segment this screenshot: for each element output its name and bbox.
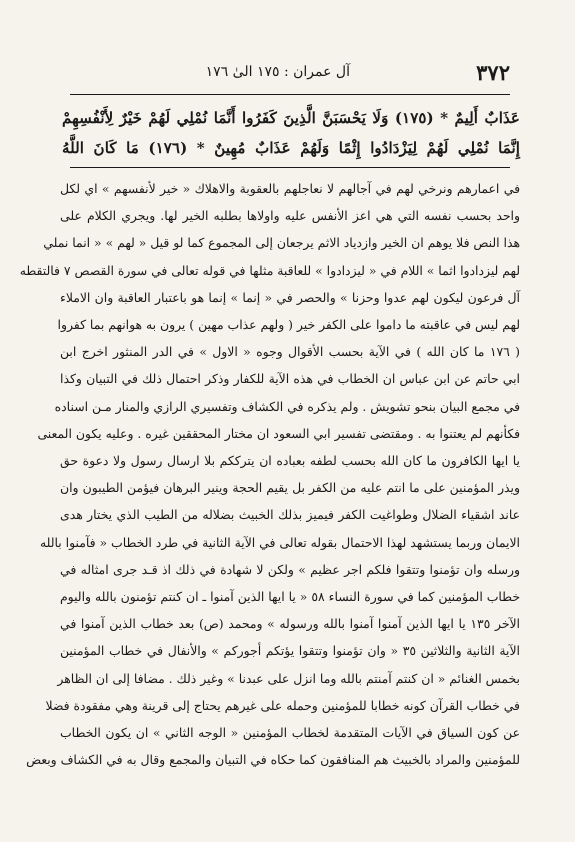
commentary-line: ابي حاتم عن ابن عباس ان الخطاب في هذه الآية للكفار وذكر احتمال ذلك في التبيان وكذا [60,371,520,387]
verse-line: إِنَّمَا نُمْلِي لَهُمْ لِيَزْدَادُوا إِثْمًا وَلَهُمْ عَذَابٌ مُهِينٌ * (١٧٦) مَا كَانَ اللَّهُ [62,139,520,157]
commentary-line: الآخر ١٣٥ يا ايها الذين آمنوا آمنوا بالله ورسوله » ومحمد (ص) بعد خطاب الذين آمنوا في [60,616,520,632]
commentary-line: خطاب المؤمنين كما في سورة النساء ٥٨ « يا ايها الذين آمنوا ـ ان كنتم تؤمنون بالله واليوم [60,589,520,605]
commentary-line: فكأنهم لم يعتنوا به . ومقتضى تفسير ابي السعود ان مختار المحققين غيره . وعليه يكون المعنى [37,425,520,441]
header-rule [70,94,510,95]
commentary-line: الآية الثانية والثلاثين ٣٥ « وان تؤمنوا وتتقوا يؤتكم أجوركم » والأنفال في خطاب المؤمنين [60,643,520,659]
commentary-line: عاند اشقياء الضلال وطواغيت الكفر فيميز بذلك الخبيث بضلاله من الطيب الذي يختار هدى [60,507,520,523]
commentary-line: ويذر المؤمنين على ما انتم عليه من الكفر بل يقيم الحجة وينير البرهان فيؤمن الطيبون وان [60,480,520,496]
commentary-text [19,175,520,773]
commentary-line: للمؤمنين والمراد بالخبيث هم المنافقون كما حكاه في التبيان والمجمع وقال به في الكشاف وبعض [26,752,520,768]
quran-verse-block [62,103,520,163]
commentary-line: لهم ليس في عاقبته ما داموا على الكفر خير ( ولهم عذاب مهين ) يرون به هوانهم بما كفروا [57,317,520,333]
commentary-line: في اعمارهم ونرخي لهم في آجالهم لا نعاجلهم بالعقوبة والاهلاك « خير لأنفسهم » اي لكل [60,181,520,196]
commentary-line: في خطاب القرآن كونه خطابا للمؤمنين وحمله على غيرهم يحتاج إلى قرينة وهي مفقودة فضلا [45,697,520,713]
commentary-line: آل فرعون ليكون لهم عدوا وحزنا » والحصر في « إنما » إنما هو باعتبار العاقبة وان الاملاء [60,289,520,305]
commentary-line: عن كون السياق في الآيات المتقدمة لخطاب المؤمنين « الوجه الثاني » ان يكون الخطاب [60,725,520,741]
verse-line: عَذَابٌ أَلِيمٌ * (١٧٥) وَلَا يَحْسَبَنَّ الَّذِينَ كَفَرُوا أَنَّمَا نُمْلِي لَهُمْ خَيْرٌ لِأَنْفُسِهِمْ [62,109,520,127]
commentary-line: الايمان وربما يستشهد لهذا الاحتمال بقوله تعالى في الآية الثانية في طرد الخطاب « فآمنوا بالله [39,534,520,550]
page-number: ٣٧٢ [476,60,510,85]
running-title: آل عمران : ١٧٥ الىٰ ١٧٦ [205,64,350,80]
verse-divider-rule [70,167,510,168]
commentary-line: بخمس الغنائم « ان كنتم آمنتم بالله وما انزل على عبدنا » وغير ذلك . مضافا إلى ان الظاهر [57,670,520,686]
page-header [70,58,510,92]
commentary-line: ورسله وان تؤمنوا وتتقوا فلكم اجر عظيم » ولكن لا شهادة في ذلك اذ قـد جرى امثاله في [60,561,520,577]
commentary-line: واحد بحسب نفسه التي هي اعز الأنفس عليه واولاها بطلبه الخير لها. ويجري الكلام على [60,208,520,224]
commentary-line: ( ١٧٦ ما كان الله ) في الآية بحسب الأقوال وجوه « الاول » في الدر المنثور اخرج ابن [60,344,520,360]
commentary-line: لهم ليزدادوا اثما » اللام في « ليزدادوا » للعاقبة مثلها في قوله تعالى في سورة القصص ٧ فالتقطه [19,262,520,278]
commentary-line: في مجمع البيان بنحو تشويش . ولم يذكره في الكشاف وتفسيري الرازي والمنار مـن اسناده [54,398,520,414]
commentary-line: هذا النص فلا يوهم ان الخير وازدياد الاثم يرجعان إلى المجموع كما لو قيل « لهم » « انما نملي [43,235,520,251]
commentary-line: يا ايها الكافرون ما كان الله بحسب لطفه بعباده ان يترككم بلا ارسال رسول ولا دعوة حق [60,453,520,469]
